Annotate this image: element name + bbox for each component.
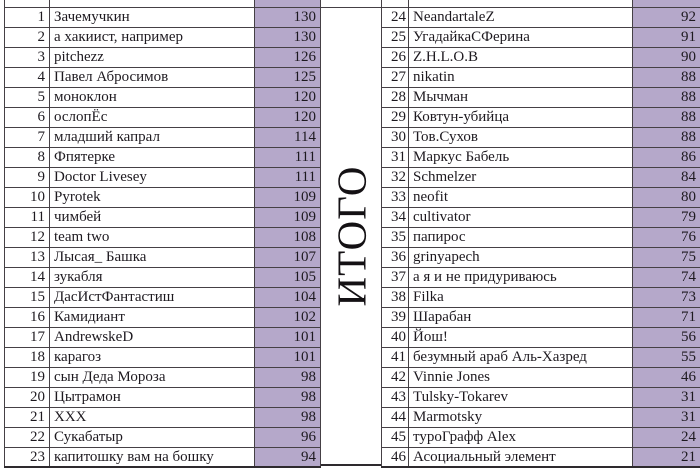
rank-cell[interactable]: 40	[382, 327, 409, 347]
rank-cell[interactable]: 26	[382, 47, 409, 67]
table-row	[382, 47, 700, 67]
score-cell[interactable]: 76	[633, 227, 700, 247]
name-cell[interactable]: team two	[50, 227, 255, 247]
score-cell[interactable]: 98	[255, 387, 321, 407]
name-cell[interactable]: Йош!	[409, 327, 633, 347]
score-cell[interactable]: 107	[255, 247, 321, 267]
score-cell[interactable]: 75	[633, 247, 700, 267]
ranking-table-right-body	[382, 0, 700, 467]
rank-cell[interactable]	[382, 0, 409, 7]
rank-cell[interactable]: 34	[382, 207, 409, 227]
score-cell[interactable]: 84	[633, 167, 700, 187]
name-cell[interactable]: папирос	[409, 227, 633, 247]
score-cell[interactable]: 125	[255, 67, 321, 87]
table-row	[5, 327, 321, 347]
name-cell[interactable]: Мычман	[409, 87, 633, 107]
name-cell[interactable]: зукабля	[50, 267, 255, 287]
rank-cell[interactable]: 42	[382, 367, 409, 387]
score-cell[interactable]	[633, 0, 700, 7]
rank-cell[interactable]: 23	[5, 447, 50, 467]
score-cell[interactable]: 88	[633, 107, 700, 127]
name-cell[interactable]: pitchezz	[50, 47, 255, 67]
name-cell[interactable]: Асоциальный элемент	[409, 447, 633, 467]
name-cell[interactable]: Tulsky-Tokarev	[409, 387, 633, 407]
name-cell[interactable]: Камидиант	[50, 307, 255, 327]
name-cell[interactable]: Z.H.L.O.B	[409, 47, 633, 67]
table-row	[5, 307, 321, 327]
rank-cell[interactable]: 45	[382, 427, 409, 447]
name-cell[interactable]: XXX	[50, 407, 255, 427]
rank-cell[interactable]: 17	[5, 327, 50, 347]
name-cell[interactable]: туроГрафф Alex	[409, 427, 633, 447]
cutoff-row	[5, 0, 321, 7]
score-cell[interactable]: 79	[633, 207, 700, 227]
name-cell[interactable]: моноклон	[50, 87, 255, 107]
rank-cell[interactable]: 13	[5, 247, 50, 267]
score-cell[interactable]: 55	[633, 347, 700, 367]
total-merged-cell[interactable]	[321, 7, 381, 466]
score-cell[interactable]: 111	[255, 167, 321, 187]
table-row	[382, 207, 700, 227]
score-cell[interactable]: 101	[255, 347, 321, 367]
score-cell[interactable]: 96	[255, 427, 321, 447]
score-cell[interactable]: 102	[255, 307, 321, 327]
score-cell[interactable]: 31	[633, 387, 700, 407]
rank-cell[interactable]: 43	[382, 387, 409, 407]
rank-cell[interactable]: 12	[5, 227, 50, 247]
rank-cell[interactable]: 30	[382, 127, 409, 147]
table-row	[5, 367, 321, 387]
score-cell[interactable]: 31	[633, 407, 700, 427]
rank-cell[interactable]: 15	[5, 287, 50, 307]
rank-cell[interactable]: 33	[382, 187, 409, 207]
score-cell[interactable]: 71	[633, 307, 700, 327]
table-row	[5, 347, 321, 367]
name-cell[interactable]: Ковтун-убийца	[409, 107, 633, 127]
name-cell[interactable]: ДасИстФантастиш	[50, 287, 255, 307]
name-cell[interactable]: ослопЁс	[50, 107, 255, 127]
table-row	[382, 187, 700, 207]
table-row	[5, 227, 321, 247]
name-cell[interactable]: чимбей	[50, 207, 255, 227]
rank-cell[interactable]: 6	[5, 107, 50, 127]
rank-cell[interactable]: 46	[382, 447, 409, 467]
name-cell[interactable]: NeandartaleZ	[409, 7, 633, 27]
name-cell[interactable]: nikatin	[409, 67, 633, 87]
score-cell[interactable]: 126	[255, 47, 321, 67]
name-cell[interactable]: neofit	[409, 187, 633, 207]
score-cell[interactable]: 88	[633, 127, 700, 147]
table-row	[5, 127, 321, 147]
cutoff-row	[382, 0, 700, 7]
total-label: ИТОГО	[328, 165, 375, 307]
table-row	[5, 247, 321, 267]
score-cell[interactable]: 46	[633, 367, 700, 387]
rank-cell[interactable]: 10	[5, 187, 50, 207]
rank-cell[interactable]: 2	[5, 27, 50, 47]
table-row	[382, 247, 700, 267]
score-cell[interactable]: 86	[633, 147, 700, 167]
table-row	[5, 87, 321, 107]
name-cell[interactable]: карагоз	[50, 347, 255, 367]
table-row	[5, 207, 321, 227]
name-cell[interactable]: Doctor Livesey	[50, 167, 255, 187]
score-cell[interactable]: 91	[633, 27, 700, 47]
table-row	[382, 287, 700, 307]
table-row	[5, 107, 321, 127]
rank-cell[interactable]: 4	[5, 67, 50, 87]
table-row	[382, 27, 700, 47]
score-cell[interactable]: 109	[255, 187, 321, 207]
rank-cell[interactable]: 9	[5, 167, 50, 187]
rank-cell[interactable]: 11	[5, 207, 50, 227]
score-cell[interactable]: 56	[633, 327, 700, 347]
table-row	[382, 407, 700, 427]
score-cell[interactable]: 120	[255, 107, 321, 127]
table-row	[382, 7, 700, 27]
table-row	[5, 47, 321, 67]
name-cell[interactable]: сын Деда Мороза	[50, 367, 255, 387]
name-cell[interactable]: Шарабан	[409, 307, 633, 327]
name-cell[interactable]: Marmotsky	[409, 407, 633, 427]
rank-cell[interactable]: 3	[5, 47, 50, 67]
name-cell[interactable]	[409, 0, 633, 7]
rank-cell[interactable]: 19	[5, 367, 50, 387]
name-cell[interactable]: cultivator	[409, 207, 633, 227]
table-row	[5, 447, 321, 467]
table-row	[382, 107, 700, 127]
score-cell[interactable]: 88	[633, 87, 700, 107]
name-cell[interactable]: а хакиист, например	[50, 27, 255, 47]
score-cell[interactable]: 98	[255, 367, 321, 387]
score-cell[interactable]: 109	[255, 207, 321, 227]
table-row	[382, 327, 700, 347]
score-cell[interactable]: 130	[255, 27, 321, 47]
name-cell[interactable]: Фпятерке	[50, 147, 255, 167]
name-cell[interactable]: Зачемучкин	[50, 7, 255, 27]
rank-cell[interactable]: 7	[5, 127, 50, 147]
table-row	[5, 147, 321, 167]
rank-cell[interactable]: 5	[5, 87, 50, 107]
score-cell[interactable]: 73	[633, 287, 700, 307]
score-cell[interactable]: 105	[255, 267, 321, 287]
score-cell[interactable]: 120	[255, 87, 321, 107]
score-cell[interactable]: 111	[255, 147, 321, 167]
table-row	[382, 427, 700, 447]
score-cell[interactable]: 88	[633, 67, 700, 87]
table-row	[5, 27, 321, 47]
table-row	[382, 227, 700, 247]
score-cell[interactable]: 108	[255, 227, 321, 247]
rank-cell[interactable]: 37	[382, 267, 409, 287]
rank-cell[interactable]: 38	[382, 287, 409, 307]
table-row	[382, 167, 700, 187]
table-row	[382, 67, 700, 87]
table-row	[5, 387, 321, 407]
rank-cell[interactable]: 18	[5, 347, 50, 367]
score-cell[interactable]: 80	[633, 187, 700, 207]
score-cell[interactable]: 90	[633, 47, 700, 67]
ranking-table-left	[4, 0, 321, 468]
rank-cell[interactable]: 14	[5, 267, 50, 287]
rank-cell[interactable]: 36	[382, 247, 409, 267]
name-cell[interactable]: Сукабатыр	[50, 427, 255, 447]
name-cell[interactable]: УгадайкаСФерина	[409, 27, 633, 47]
ranking-table-left-body	[5, 0, 321, 467]
table-row	[382, 347, 700, 367]
name-cell[interactable]	[50, 0, 255, 7]
table-row	[382, 147, 700, 167]
table-row	[382, 387, 700, 407]
table-row	[382, 267, 700, 287]
table-row	[5, 287, 321, 307]
rank-cell[interactable]: 8	[5, 147, 50, 167]
name-cell[interactable]: Filka	[409, 287, 633, 307]
score-cell[interactable]: 114	[255, 127, 321, 147]
name-cell[interactable]: Vinnie Jones	[409, 367, 633, 387]
rank-cell[interactable]: 44	[382, 407, 409, 427]
rank-cell[interactable]: 24	[382, 7, 409, 27]
score-cell[interactable]: 98	[255, 407, 321, 427]
rank-cell[interactable]: 39	[382, 307, 409, 327]
name-cell[interactable]: Маркус Бабель	[409, 147, 633, 167]
score-cell[interactable]: 94	[255, 447, 321, 467]
score-cell[interactable]: 92	[633, 7, 700, 27]
name-cell[interactable]: Цытрамон	[50, 387, 255, 407]
rank-cell[interactable]: 28	[382, 87, 409, 107]
score-cell[interactable]: 21	[633, 447, 700, 467]
rank-cell[interactable]: 20	[5, 387, 50, 407]
rank-cell[interactable]: 21	[5, 407, 50, 427]
name-cell[interactable]: а я и не придуриваюсь	[409, 267, 633, 287]
table-row	[382, 127, 700, 147]
score-cell[interactable]: 24	[633, 427, 700, 447]
table-row	[382, 87, 700, 107]
score-cell[interactable]: 74	[633, 267, 700, 287]
name-cell[interactable]: Тов.Сухов	[409, 127, 633, 147]
rank-cell[interactable]: 29	[382, 107, 409, 127]
table-row	[5, 407, 321, 427]
ranking-table-right	[381, 0, 700, 468]
rank-cell[interactable]: 1	[5, 7, 50, 27]
rank-cell[interactable]: 25	[382, 27, 409, 47]
name-cell[interactable]: Schmelzer	[409, 167, 633, 187]
table-row	[382, 307, 700, 327]
table-row	[5, 187, 321, 207]
name-cell[interactable]: капитошку вам на бошку	[50, 447, 255, 467]
rank-cell[interactable]: 22	[5, 427, 50, 447]
name-cell[interactable]: Лысая_ Башка	[50, 247, 255, 267]
rank-cell[interactable]: 31	[382, 147, 409, 167]
name-cell[interactable]: grinyapech	[409, 247, 633, 267]
table-row	[382, 447, 700, 467]
rank-cell[interactable]: 41	[382, 347, 409, 367]
table-row	[5, 167, 321, 187]
table-row	[5, 7, 321, 27]
name-cell[interactable]: младший капрал	[50, 127, 255, 147]
table-row	[382, 367, 700, 387]
table-row	[5, 267, 321, 287]
name-cell[interactable]: безумный араб Аль-Хазред	[409, 347, 633, 367]
name-cell[interactable]: Pyrotek	[50, 187, 255, 207]
table-row	[5, 427, 321, 447]
rank-cell[interactable]: 35	[382, 227, 409, 247]
score-cell[interactable]: 130	[255, 7, 321, 27]
score-cell[interactable]: 104	[255, 287, 321, 307]
name-cell[interactable]: Павел Абросимов	[50, 67, 255, 87]
score-cell[interactable]	[255, 0, 321, 7]
rank-cell[interactable]: 32	[382, 167, 409, 187]
rank-cell[interactable]	[5, 0, 50, 7]
table-row	[5, 67, 321, 87]
name-cell[interactable]: AndrewskeD	[50, 327, 255, 347]
rank-cell[interactable]: 16	[5, 307, 50, 327]
score-cell[interactable]: 101	[255, 327, 321, 347]
rank-cell[interactable]: 27	[382, 67, 409, 87]
